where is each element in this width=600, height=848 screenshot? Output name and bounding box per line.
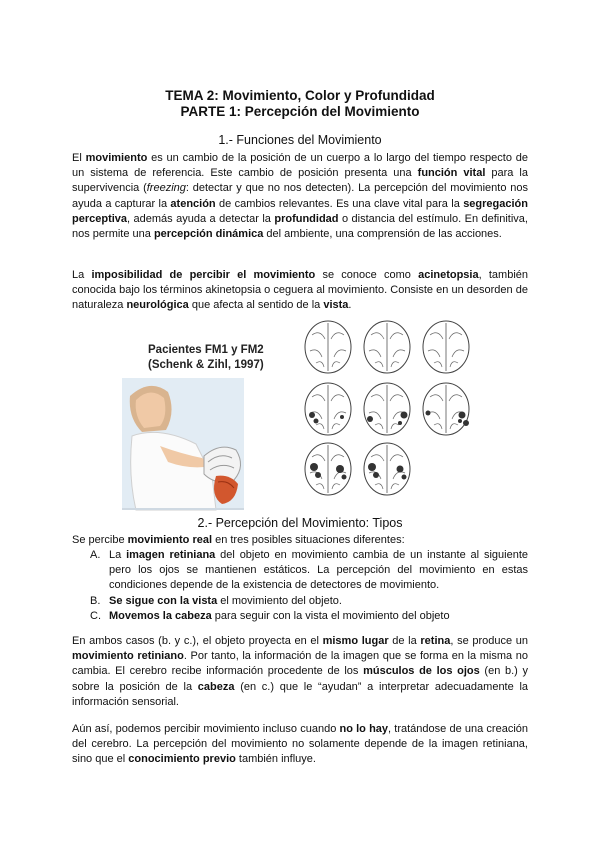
bold-term: imposibilidad de percibir el movimiento — [91, 269, 316, 281]
bold-term: neurológica — [126, 299, 189, 312]
paragraph-movimiento-definicion: El movimiento es un cambio de la posición de un cuerpo a lo largo del tiempo respecto de un sistema de referencia. Este cambio de posición presenta una función vital para la supervivencia (freezing: detectar y que no nos detecten). La percepción del movimiento nos ayuda a capturar la atención de cambios relevantes. Es una clave vital para la segregación perceptiva, además ayuda a detectar la profundidad o distancia del estímulo. En definitiva, nos permite una percepción dinámica del ambiente, una comprensión de las acciones. — [72, 152, 529, 241]
bold-term: vista — [323, 299, 349, 312]
bold-term: segregación perceptiva — [72, 197, 528, 225]
bold-term: función vital — [417, 167, 486, 180]
list-marker: B. — [90, 594, 101, 607]
bold-term: acinetopsia — [418, 269, 479, 281]
italic-term: freezing — [146, 182, 186, 195]
list-item-text: Se sigue con la vista el movimiento del objeto. — [109, 594, 342, 607]
bold-term: mismo lugar — [322, 635, 389, 647]
paragraph-acinetopsia: La imposibilidad de percibir el movimiento se conoce como acinetopsia, también conocida bajo los términos akinetopsia o ceguera al movimiento. Consiste en un desorden de naturaleza neurológica que afecta al sentido de la vista. — [72, 269, 529, 312]
bold-term: músculos de los ojos — [363, 665, 480, 678]
bold-term: no lo hay — [339, 723, 389, 735]
bold-term: movimiento — [85, 152, 148, 164]
bold-term: movimiento real — [127, 534, 213, 546]
list-marker: C. — [90, 609, 101, 622]
situations-list — [72, 548, 528, 624]
bold-term: Se sigue con la vista — [109, 594, 218, 607]
paragraph-movimiento-real-intro: Se percibe movimiento real en tres posibles situaciones diferentes: — [72, 534, 405, 546]
bold-term: atención — [170, 197, 216, 210]
list-item-a — [72, 548, 528, 594]
bold-term: retina — [420, 635, 451, 647]
list-item-text: La imagen retiniana del objeto en movimiento cambia de un instante al siguiente pero los ojos se mantienen estáticos. La percepción del movimiento en estas condiciones depende de la existencia de detectores de movimiento. — [109, 549, 528, 592]
bold-term: Movemos la cabeza — [109, 609, 212, 622]
list-item-c — [72, 609, 528, 624]
patient-figure — [120, 326, 270, 512]
list-item-text: Movemos la cabeza para seguir con la vista el movimiento del objeto — [109, 609, 450, 622]
document-subtitle: PARTE 1: Percepción del Movimiento — [180, 104, 420, 119]
brain-scans-image — [300, 317, 490, 499]
list-marker: A. — [90, 549, 101, 561]
section-heading-funciones: 1.- Funciones del Movimiento — [218, 133, 382, 147]
document-title: TEMA 2: Movimiento, Color y Profundidad — [165, 88, 435, 103]
figure-caption-patients: Pacientes FM1 y FM2 — [148, 344, 264, 356]
bold-term: cabeza — [197, 680, 235, 693]
list-item-b — [72, 594, 528, 609]
section-heading-tipos: 2.- Percepción del Movimiento: Tipos — [197, 516, 403, 530]
brain-scans-figure — [300, 317, 490, 499]
bold-term: profundidad — [274, 212, 339, 225]
paragraph-movimiento-retiniano: En ambos casos (b. y c.), el objeto proyecta en el mismo lugar de la retina, se produce un movimiento retiniano. Por tanto, la información de la imagen que se forma en la misma no cambia. El cerebro recibe información procedente de los músculos de los ojos (en b.) y sobre la posición de la cabeza (en c.) que le “ayudan” a interpretar adecuadamente la información sensorial. — [72, 635, 529, 708]
bold-term: conocimiento previo — [128, 753, 236, 766]
bold-term: imagen retiniana — [126, 549, 216, 561]
bold-term: movimiento retiniano — [72, 650, 184, 663]
bold-term: percepción dinámica — [153, 228, 264, 241]
paragraph-conocimiento-previo: Aún así, podemos percibir movimiento incluso cuando no lo hay, tratándose de una creación del cerebro. La percepción del movimiento no solamente depende de la imagen retiniana, sino que el conocimiento previo también influye. — [72, 723, 528, 766]
figure-caption-reference: (Schenk & Zihl, 1997) — [148, 359, 264, 371]
